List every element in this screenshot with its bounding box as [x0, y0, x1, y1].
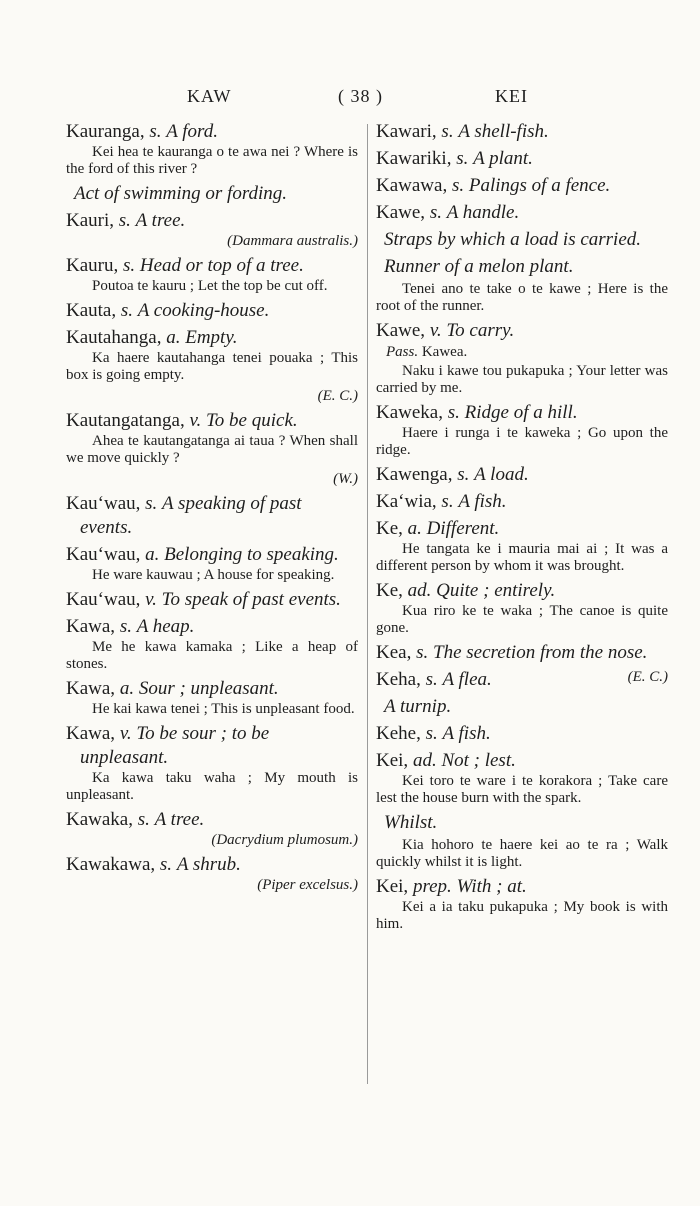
definition: To carry. — [446, 320, 515, 341]
dictionary-entry — [66, 677, 358, 718]
definition: A flea. — [442, 669, 492, 690]
dictionary-entry — [66, 492, 358, 540]
definition: To speak of past events. — [161, 589, 341, 610]
entry-line — [66, 677, 358, 701]
headword: Kauru, — [66, 255, 119, 276]
example-sentence: Kei a ia taku pukapuka ; My book is with him. — [376, 899, 668, 932]
dictionary-entry — [376, 749, 668, 807]
passive-label: Pass. — [386, 344, 419, 360]
dictionary-entry — [66, 254, 358, 295]
headword: Kawa, — [66, 678, 116, 699]
entry-line — [376, 319, 668, 343]
example-sentence: He ware kauwau ; A house for speaking. — [92, 567, 335, 583]
headword: Kawawa, — [376, 175, 448, 196]
entry-line — [66, 808, 358, 832]
example-sentence: Kua riro ke te waka ; The canoe is quite gone. — [376, 603, 668, 636]
part-of-speech: s. — [447, 402, 460, 423]
definition: Different. — [426, 518, 500, 539]
headword: Keha, — [376, 669, 421, 690]
left-column — [66, 120, 358, 898]
part-of-speech: s. — [159, 854, 173, 875]
part-of-speech: v. — [189, 410, 202, 431]
part-of-speech: s. — [145, 493, 158, 514]
dictionary-entry — [376, 463, 668, 487]
definition: A load. — [474, 464, 529, 485]
definition: Empty. — [185, 327, 238, 348]
entry-line — [376, 875, 668, 899]
definition: Palings of a fence. — [468, 175, 611, 196]
definition: A heap. — [136, 616, 195, 637]
passive-word: Kawea. — [421, 344, 468, 360]
definition: A tree. — [154, 809, 205, 830]
headword: Kawari, — [376, 121, 437, 142]
entry-line — [376, 517, 668, 541]
dictionary-entry — [66, 120, 358, 178]
entry-line — [66, 588, 358, 612]
entry-line — [376, 120, 668, 144]
source-note: (Dammara australis.) — [227, 233, 358, 249]
dictionary-entry — [376, 201, 668, 225]
entry-line — [376, 722, 668, 746]
headword: Ke, — [376, 518, 403, 539]
part-of-speech: a. — [166, 327, 181, 348]
entry-line — [376, 668, 668, 692]
dictionary-entry — [376, 490, 668, 514]
source-note: (E. C.) — [627, 669, 668, 685]
entry-line — [66, 326, 358, 350]
part-of-speech: s. — [120, 300, 134, 321]
definition: Belonging to speaking. — [164, 544, 339, 565]
headword: Kauranga, — [66, 121, 145, 142]
part-of-speech: a. — [119, 678, 135, 699]
example-sentence: Kei hea te kauranga o te awa nei ? Where is the ford of this river ? — [66, 144, 358, 177]
dictionary-entry — [376, 875, 668, 933]
definition: Quite ; entirely. — [436, 580, 556, 601]
dictionary-entry — [66, 722, 358, 804]
example-sentence: Kia hohoro te haere kei ao te ra ; Walk quickly whilst it is light. — [376, 837, 668, 870]
sub-sense: Runner of a melon plant. — [384, 256, 574, 277]
sub-sense: A turnip. — [384, 696, 452, 717]
example-sentence: He tangata ke i mauria mai ai ; It was a different person by whom it was brought. — [376, 541, 668, 574]
dictionary-entry — [376, 401, 668, 459]
headword: Kauri, — [66, 210, 115, 231]
part-of-speech: s. — [451, 175, 465, 196]
headword: Kawe, — [376, 202, 426, 223]
definition: A fish. — [458, 491, 507, 512]
dictionary-entry — [66, 209, 358, 250]
dictionary-entry — [376, 695, 668, 719]
definition: A shrub. — [176, 854, 241, 875]
part-of-speech: s. — [441, 121, 454, 142]
dictionary-entry — [376, 255, 668, 315]
headword: Kawe, — [376, 320, 426, 341]
headword: Kau‘wau, — [66, 544, 141, 565]
definition: With ; at. — [456, 876, 527, 897]
right-column — [376, 120, 668, 937]
entry-line — [66, 209, 358, 233]
dictionary-entry — [66, 615, 358, 673]
headword: Kawa, — [66, 616, 116, 637]
example-sentence: Ahea te kautangatanga ai taua ? When shall we move quickly ? — [66, 433, 358, 466]
dictionary-entry — [376, 228, 668, 252]
entry-line — [376, 490, 668, 514]
header-right-guide-word: KEI — [495, 86, 528, 106]
dictionary-entry — [66, 808, 358, 849]
headword: Kawa, — [66, 723, 116, 744]
part-of-speech: v. — [119, 723, 132, 744]
part-of-speech: s. — [416, 642, 429, 663]
headword: Kauta, — [66, 300, 117, 321]
definition: A shell-fish. — [458, 121, 549, 142]
dictionary-entry — [66, 299, 358, 323]
entry-line — [376, 749, 668, 773]
definition: Not ; lest. — [441, 750, 516, 771]
dictionary-entry — [376, 668, 668, 692]
dictionary-entry — [66, 543, 358, 584]
part-of-speech: v. — [429, 320, 442, 341]
definition: Ridge of a hill. — [464, 402, 578, 423]
headword: Kau‘wau, — [66, 589, 141, 610]
entry-line — [376, 174, 668, 198]
part-of-speech: s. — [425, 669, 438, 690]
part-of-speech: s. — [119, 616, 132, 637]
example-sentence: Haere i runga i te kaweka ; Go upon the ridge. — [376, 425, 668, 458]
example-sentence: Naku i kawe tou pukapuka ; Your letter was carried by me. — [376, 363, 668, 396]
part-of-speech: s. — [149, 121, 162, 142]
dictionary-entry — [66, 182, 358, 206]
entry-line — [66, 543, 358, 567]
headword: Kea, — [376, 642, 412, 663]
example-sentence: Poutoa te kauru ; Let the top be cut off. — [92, 278, 328, 294]
entry-line — [66, 492, 358, 540]
headword: Kautangatanga, — [66, 410, 185, 431]
definition: A speaking of past events. — [80, 493, 302, 538]
headword: Ka‘wia, — [376, 491, 437, 512]
sub-sense: Straps by which a load is carried. — [384, 229, 642, 250]
passive-form — [386, 343, 668, 361]
example-sentence: Tenei ano te take o te kawe ; Here is the root of the runner. — [376, 281, 668, 314]
headword: Kau‘wau, — [66, 493, 141, 514]
example-sentence: Ka kawa taku waha ; My mouth is unpleasant. — [66, 770, 358, 803]
dictionary-entry — [66, 409, 358, 488]
definition: Sour ; unpleasant. — [138, 678, 279, 699]
example-sentence: Ka haere kautahanga tenei pouaka ; This box is going empty. — [66, 350, 358, 383]
headword: Ke, — [376, 580, 403, 601]
dictionary-entry — [376, 147, 668, 171]
part-of-speech: a. — [145, 544, 160, 565]
source-note: (Dacrydium plumosum.) — [211, 832, 358, 848]
dictionary-entry — [376, 120, 668, 144]
example-sentence: Me he kawa kamaka ; Like a heap of stones. — [66, 639, 358, 672]
source-note: (W.) — [333, 471, 358, 487]
headword: Kawaka, — [66, 809, 133, 830]
definition: A plant. — [473, 148, 533, 169]
headword: Kautahanga, — [66, 327, 162, 348]
entry-line — [66, 120, 358, 144]
dictionary-entry — [376, 811, 668, 871]
part-of-speech: s. — [425, 723, 438, 744]
headword: Kei, — [376, 876, 409, 897]
dictionary-entry — [66, 853, 358, 894]
definition: To be quick. — [205, 410, 298, 431]
entry-line — [66, 722, 358, 770]
entry-line — [66, 299, 358, 323]
definition: A cooking-house. — [137, 300, 270, 321]
part-of-speech: v. — [145, 589, 157, 610]
example-sentence: Kei toro te ware i te korakora ; Take care lest the house burn with the spark. — [376, 773, 668, 806]
entry-line — [66, 409, 358, 433]
headword: Kehe, — [376, 723, 421, 744]
dictionary-entry — [66, 588, 358, 612]
part-of-speech: s. — [441, 491, 454, 512]
definition: A ford. — [166, 121, 218, 142]
part-of-speech: prep. — [412, 876, 452, 897]
entry-line — [66, 254, 358, 278]
header-left-guide-word: KAW — [187, 86, 232, 106]
definition: A tree. — [135, 210, 186, 231]
definition: To be sour ; to be unpleasant. — [80, 723, 270, 768]
headword: Kawariki, — [376, 148, 452, 169]
dictionary-entry — [376, 174, 668, 198]
definition: A fish. — [442, 723, 491, 744]
sub-sense: Whilst. — [384, 812, 438, 833]
running-header — [0, 86, 700, 112]
part-of-speech: s. — [429, 202, 442, 223]
entry-line — [66, 853, 358, 877]
entry-line — [376, 201, 668, 225]
entry-line — [376, 579, 668, 603]
sub-sense: Act of swimming or fording. — [74, 183, 288, 204]
source-note: (E. C.) — [317, 388, 358, 404]
headword: Kawenga, — [376, 464, 453, 485]
page-number: ( 38 ) — [338, 86, 383, 106]
part-of-speech: s. — [137, 809, 150, 830]
example-sentence: He kai kawa tenei ; This is unpleasant food. — [92, 701, 355, 717]
dictionary-entry — [376, 579, 668, 637]
entry-line — [376, 463, 668, 487]
dictionary-entry — [376, 517, 668, 575]
entry-line — [376, 401, 668, 425]
column-rule — [367, 124, 368, 1084]
entry-line — [376, 147, 668, 171]
part-of-speech: s. — [457, 464, 470, 485]
dictionary-entry — [376, 319, 668, 397]
source-note: (Piper excelsus.) — [257, 877, 358, 893]
part-of-speech: s. — [456, 148, 469, 169]
dictionary-entry — [376, 722, 668, 746]
headword: Kaweka, — [376, 402, 443, 423]
definition: The secretion from the nose. — [433, 642, 648, 663]
part-of-speech: a. — [407, 518, 422, 539]
headword: Kei, — [376, 750, 409, 771]
entry-line — [66, 615, 358, 639]
part-of-speech: s. — [122, 255, 136, 276]
part-of-speech: ad. — [412, 750, 437, 771]
dictionary-entry — [66, 326, 358, 405]
headword: Kawakawa, — [66, 854, 156, 875]
definition: Head or top of a tree. — [139, 255, 304, 276]
definition: A handle. — [446, 202, 520, 223]
part-of-speech: s. — [118, 210, 131, 231]
part-of-speech: ad. — [407, 580, 432, 601]
